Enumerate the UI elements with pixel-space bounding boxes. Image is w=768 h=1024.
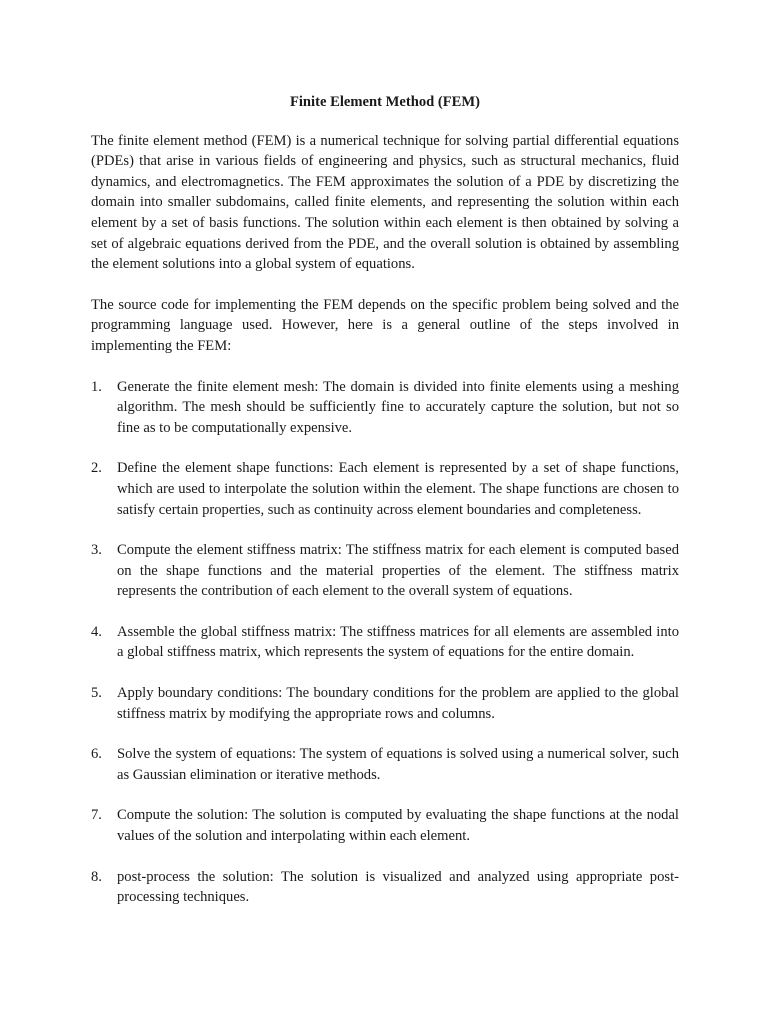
- intro-paragraph: The finite element method (FEM) is a numerical technique for solving partial differential equations (PDEs) that arise in various fields of engineering and physics, such as structural mechanics, fluid dynamics, and electromagnetics. The FEM approximates the solution of a PDE by discretizing the domain into smaller subdomains, called finite elements, and representing the solution within each element by a set of basis functions. The solution within each element is then obtained by solving a set of algebraic equations derived from the PDE, and the overall solution is obtained by assembling the element solutions into a global system of equations.: [91, 132, 679, 273]
- list-item: [91, 540, 679, 602]
- list-item: [91, 805, 679, 846]
- step-number: 8.: [91, 868, 102, 885]
- step-number: 2.: [91, 460, 102, 477]
- steps-list: [91, 377, 679, 908]
- step-text: Generate the finite element mesh: The domain is divided into finite elements using a meshing algorithm. The mesh should be sufficiently fine to accurately capture the solution, but not so fine as to be computationally expensive.: [117, 378, 679, 436]
- outline-paragraph: The source code for implementing the FEM depends on the specific problem being solved and the programming language used. However, here is a general outline of the steps involved in implementing the FEM:: [91, 296, 679, 354]
- step-text: post-process the solution: The solution is visualized and analyzed using appropriate post-processing techniques.: [117, 868, 679, 906]
- step-number: 4.: [91, 623, 102, 640]
- document-page: [91, 92, 679, 928]
- step-text: Define the element shape functions: Each element is represented by a set of shape functions, which are used to interpolate the solution within the element. The shape functions are chosen to satisfy certain properties, such as continuity across element boundaries and completeness.: [117, 460, 679, 518]
- step-number: 3.: [91, 542, 102, 559]
- document-title: Finite Element Method (FEM): [289, 94, 481, 110]
- list-item: [91, 867, 679, 908]
- step-text: Compute the element stiffness matrix: The stiffness matrix for each element is computed based on the shape functions and the material properties of the element. The stiffness matrix represents the contribution of each element to the overall system of equations.: [117, 542, 679, 600]
- step-number: 6.: [91, 746, 102, 763]
- step-text: Assemble the global stiffness matrix: The stiffness matrices for all elements are assembled into a global stiffness matrix, which represents the system of equations for the entire domain.: [117, 623, 679, 661]
- step-number: 1.: [91, 378, 102, 395]
- step-number: 5.: [91, 685, 102, 702]
- list-item: [91, 622, 679, 663]
- list-item: [91, 377, 679, 439]
- step-number: 7.: [91, 807, 102, 824]
- list-item: [91, 683, 679, 724]
- step-text: Solve the system of equations: The system of equations is solved using a numerical solver, such as Gaussian elimination or iterative methods.: [117, 746, 679, 783]
- step-text: Apply boundary conditions: The boundary conditions for the problem are applied to the global stiffness matrix by modifying the appropriate rows and columns.: [117, 685, 679, 722]
- step-text: Compute the solution: The solution is computed by evaluating the shape functions at the nodal values of the solution and interpolating within each element.: [117, 807, 679, 845]
- list-item: [91, 458, 679, 520]
- list-item: [91, 744, 679, 785]
